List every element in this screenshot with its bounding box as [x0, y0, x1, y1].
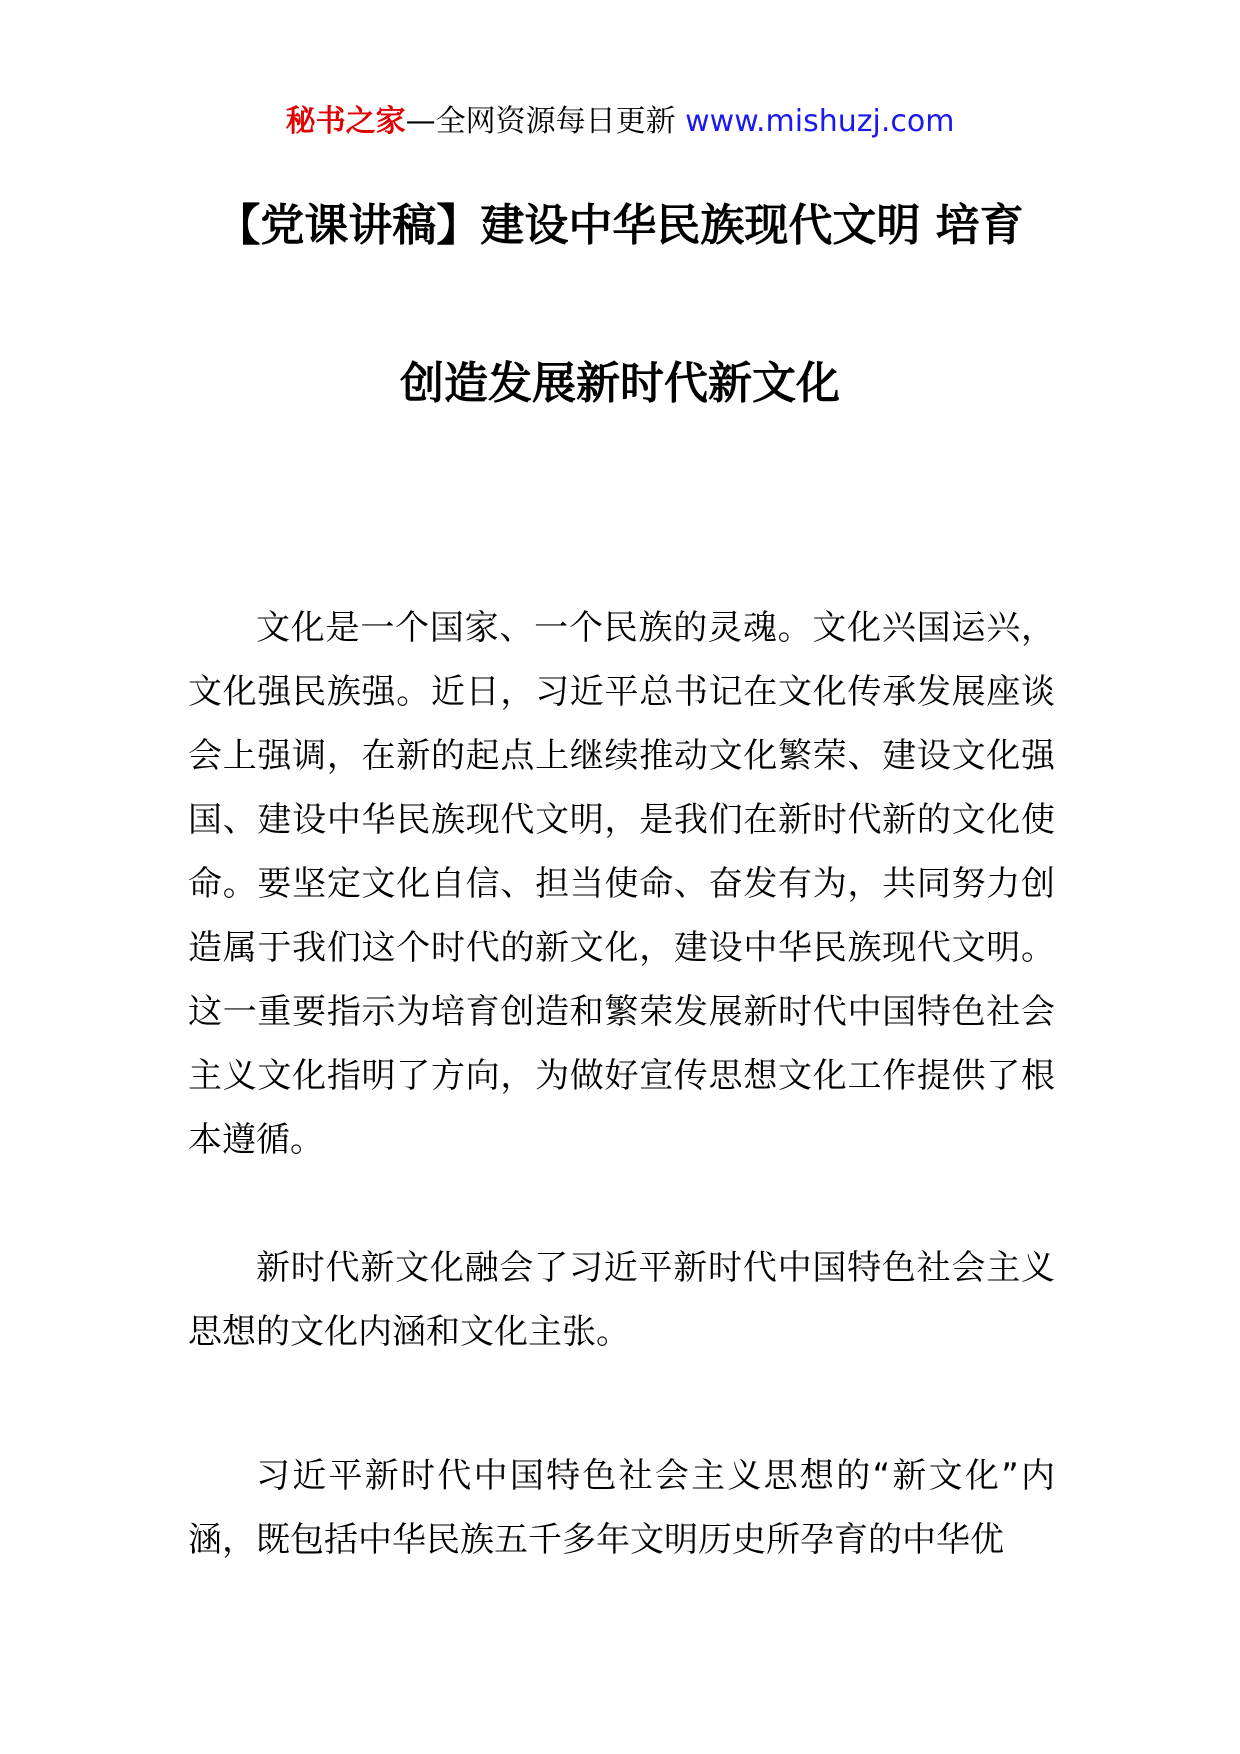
site-header	[0, 100, 1240, 144]
paragraph: 文化是一个国家、一个民族的灵魂。文化兴国运兴，文化强民族强。近日，习近平总书记在文化传承发展座谈会上强调，在新的起点上继续推动文化繁荣、建设文化强国、建设中华民族现代文明，是我们在新时代新的文化使命。要坚定文化自信、担当使命、奋发有为，共同努力创造属于我们这个时代的新文化，建设中华民族现代文明。这一重要指示为培育创造和繁荣发展新时代中国特色社会主义文化指明了方向，为做好宣传思想文化工作提供了根本遵循。	[188, 608, 1055, 1160]
document-title-line-1: 【党课讲稿】建设中华民族现代文明 培育	[216, 200, 1024, 251]
site-url-link[interactable]: www.mishuzj.com	[685, 104, 955, 139]
paragraph-3-block	[188, 1444, 1055, 1572]
paragraph: 新时代新文化融会了习近平新时代中国特色社会主义思想的文化内涵和文化主张。	[188, 1248, 1055, 1352]
paragraph: 习近平新时代中国特色社会主义思想的“新文化”内涵，既包括中华民族五千多年文明历史所孕育的中华优	[188, 1456, 1055, 1560]
paragraph-2-block	[188, 1236, 1055, 1364]
brand-name: 秘书之家	[285, 104, 406, 139]
paragraph-1-block	[188, 596, 1055, 1172]
site-tagline: —全网资源每日更新	[405, 104, 686, 139]
document-title-line-2: 创造发展新时代新文化	[400, 358, 840, 409]
